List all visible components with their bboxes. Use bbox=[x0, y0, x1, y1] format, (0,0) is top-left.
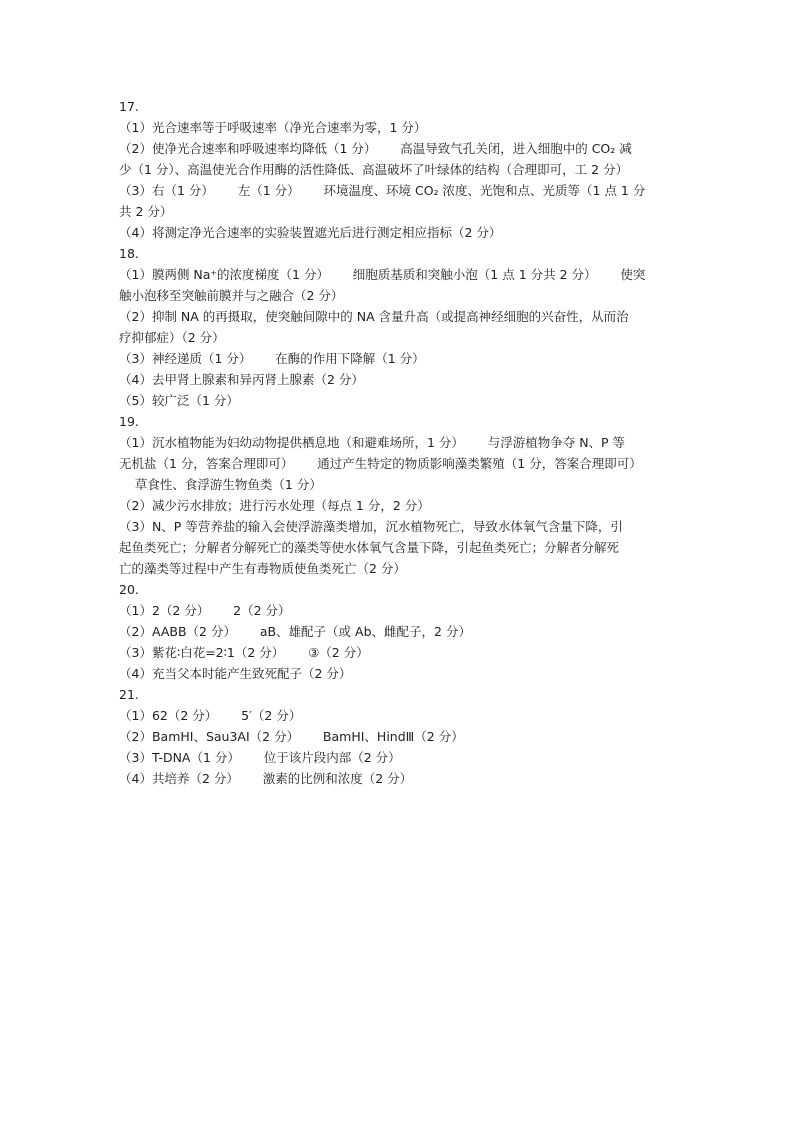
answer-line: （1）膜两侧 Na⁺的浓度梯度（1 分） 细胞质基质和突触小泡（1 点 1 分共 2 分） 使突 bbox=[119, 267, 646, 282]
answer-line: （2）BamHⅠ、Sau3AⅠ（2 分） BamHⅠ、HindⅢ（2 分） bbox=[119, 729, 464, 744]
answer-line: （3）神经递质（1 分） 在酶的作用下降解（1 分） bbox=[119, 351, 425, 366]
answer-line: （4）将测定净光合速率的实验装置遮光后进行测定相应指标（2 分） bbox=[119, 225, 502, 240]
answer-line: （3）T-DNA（1 分） 位于该片段内部（2 分） bbox=[119, 750, 401, 765]
question-number: 20. bbox=[119, 582, 139, 597]
question-number: 19. bbox=[119, 414, 139, 429]
answer-line: （3）右（1 分） 左（1 分） 环境温度、环境 CO₂ 浓度、光饱和点、光质等（1 点 1 分 bbox=[119, 183, 646, 198]
answer-document bbox=[119, 96, 689, 789]
answer-line: 起鱼类死亡；分解者分解死亡的藻类等使水体氧气含量下降，引起鱼类死亡；分解者分解死 bbox=[119, 540, 620, 555]
question-block bbox=[119, 243, 689, 411]
answer-line: 草食性、食浮游生物鱼类（1 分） bbox=[119, 477, 322, 492]
answer-line: （2）减少污水排放；进行污水处理（每点 1 分，2 分） bbox=[119, 498, 430, 513]
answer-line: （4）共培养（2 分） 激素的比例和浓度（2 分） bbox=[119, 771, 413, 786]
answer-line: （3）紫花∶白花=2∶1（2 分） ③（2 分） bbox=[119, 645, 369, 660]
question-number: 18. bbox=[119, 246, 139, 261]
answer-line: 共 2 分） bbox=[119, 204, 173, 219]
answer-line: 无机盐（1 分，答案合理即可） 通过产生特定的物质影响藻类繁殖（1 分，答案合理即可） bbox=[119, 456, 642, 471]
question-block bbox=[119, 579, 689, 684]
answer-line: （1）62（2 分） 5′（2 分） bbox=[119, 708, 302, 723]
question-block bbox=[119, 684, 689, 789]
answer-line: （1）沉水植物能为妇幼动物提供栖息地（和避难场所，1 分） 与浮游植物争夺 N、P 等 bbox=[119, 435, 626, 450]
question-number: 21. bbox=[119, 687, 139, 702]
answer-line: （2）抑制 NA 的再摄取，使突触间隙中的 NA 含量升高（或提高神经细胞的兴奋性，从而治 bbox=[119, 309, 629, 324]
answer-line: （1）2（2 分） 2（2 分） bbox=[119, 603, 291, 618]
question-block bbox=[119, 411, 689, 579]
question-block bbox=[119, 96, 689, 243]
answer-line: （3）N、P 等营养盐的输入会使浮游藻类增加，沉水植物死亡，导致水体氧气含量下降，引 bbox=[119, 519, 623, 534]
answer-line: 亡的藻类等过程中产生有毒物质使鱼类死亡（2 分） bbox=[119, 561, 406, 576]
answer-line: （2）AABB（2 分） aB、雄配子（或 Ab、雌配子，2 分） bbox=[119, 624, 471, 639]
answer-line: （5）较广泛（1 分） bbox=[119, 393, 239, 408]
answer-line: 少（1 分）、高温使光合作用酶的活性降低、高温破坏了叶绿体的结构（合理即可，工 2 分） bbox=[119, 162, 629, 177]
answer-line: （4）去甲肾上腺素和异丙肾上腺素（2 分） bbox=[119, 372, 364, 387]
answer-line: 疗抑郁症）（2 分） bbox=[119, 330, 225, 345]
answer-line: （2）使净光合速率和呼吸速率均降低（1 分） 高温导致气孔关闭，进入细胞中的 CO₂ 减 bbox=[119, 141, 632, 156]
answer-line: （1）光合速率等于呼吸速率（净光合速率为零，1 分） bbox=[119, 120, 427, 135]
answer-line: 触小泡移至突触前膜并与之融合（2 分） bbox=[119, 288, 344, 303]
answer-line: （4）充当父本时能产生致死配子（2 分） bbox=[119, 666, 352, 681]
question-number: 17. bbox=[119, 99, 139, 114]
